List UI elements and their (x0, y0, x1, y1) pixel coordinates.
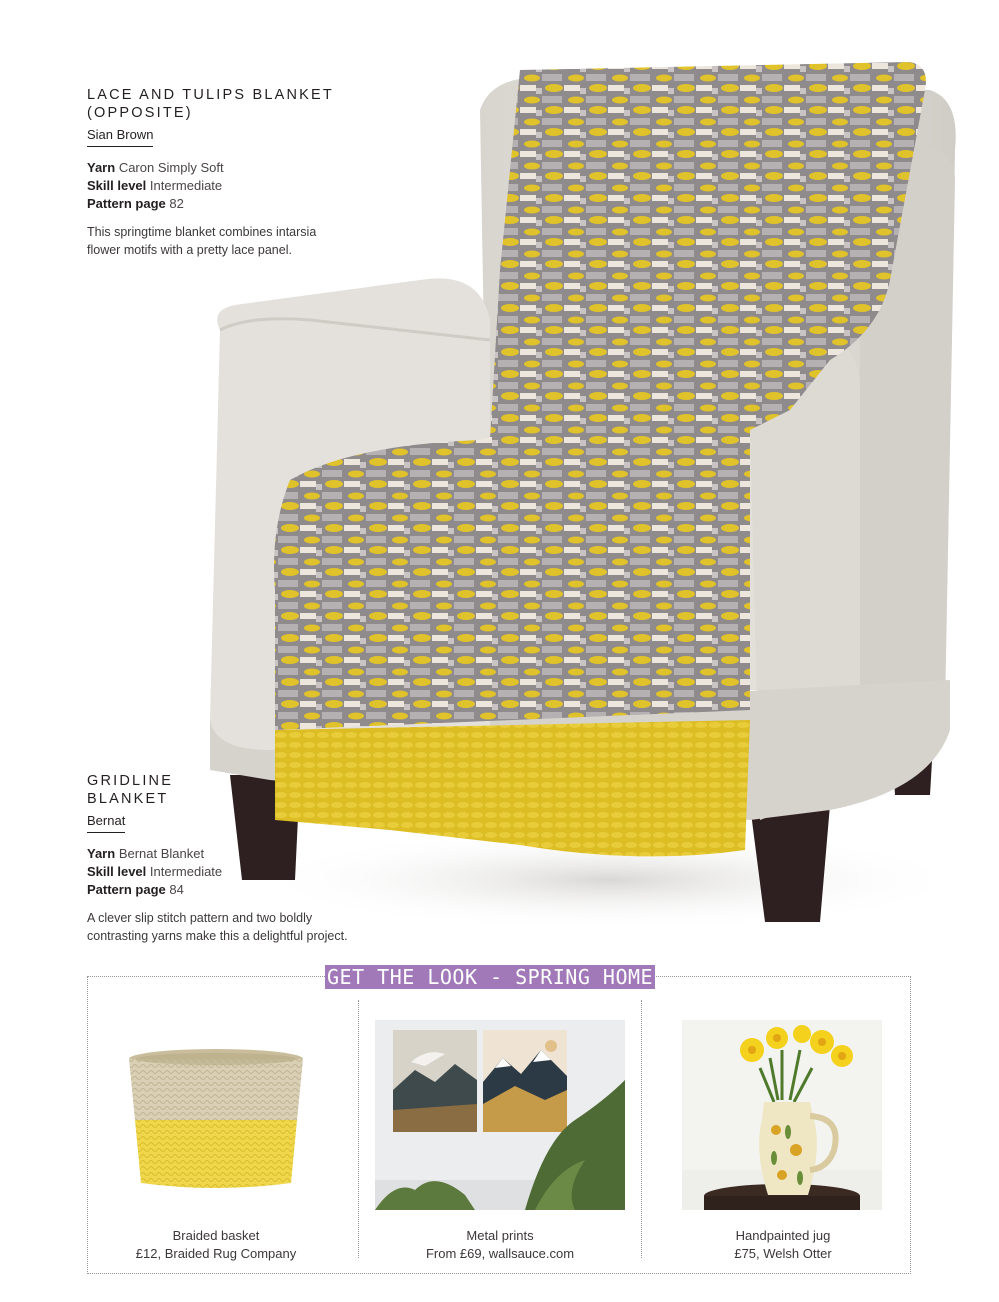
blanket-title: LACE AND TULIPS BLANKET (87, 87, 334, 103)
spec-pattern-page: Pattern page 84 (87, 882, 184, 897)
product-price: £12, Braided Rug Company (135, 1246, 297, 1261)
blanket-description: A clever slip stitch pattern and two boldly contrasting yarns make this a delightful project. (87, 911, 348, 943)
spec-yarn: Yarn Caron Simply Soft (87, 160, 224, 175)
product-name: Metal prints (466, 1228, 534, 1243)
column-divider (641, 1000, 642, 1258)
product-metal-prints (384, 1227, 616, 1263)
product-price: £75, Welsh Otter (734, 1246, 832, 1261)
blanket-description: This springtime blanket combines intarsia flower motifs with a pretty lace panel. (87, 225, 317, 257)
product-handpainted-jug (667, 1227, 899, 1263)
blanket-subtitle: (OPPOSITE) (87, 105, 193, 121)
product-price: From £69, wallsauce.com (425, 1246, 575, 1261)
blanket-title: GRIDLINE (87, 773, 174, 789)
metal-prints-image (375, 1020, 625, 1210)
spec-skill-level: Skill level Intermediate (87, 864, 223, 879)
specs-list (87, 159, 334, 213)
get-the-look-heading: GET THE LOOK - SPRING HOME (327, 965, 654, 989)
lace-tulips-info (87, 86, 334, 259)
designer-name: Sian Brown (87, 126, 153, 147)
product-name: Braided basket (172, 1228, 260, 1243)
braided-basket-image (125, 1045, 307, 1195)
handpainted-jug-image (682, 1020, 882, 1210)
spec-skill-level: Skill level Intermediate (87, 178, 223, 193)
spec-pattern-page: Pattern page 82 (87, 196, 184, 211)
gridline-info (87, 772, 348, 945)
spec-yarn: Yarn Bernat Blanket (87, 846, 205, 861)
product-braided-basket (100, 1227, 332, 1263)
column-divider (358, 1000, 359, 1258)
product-name: Handpainted jug (735, 1228, 831, 1243)
designer-name: Bernat (87, 812, 125, 833)
blanket-title-line-2: BLANKET (87, 791, 169, 807)
specs-list (87, 845, 348, 899)
